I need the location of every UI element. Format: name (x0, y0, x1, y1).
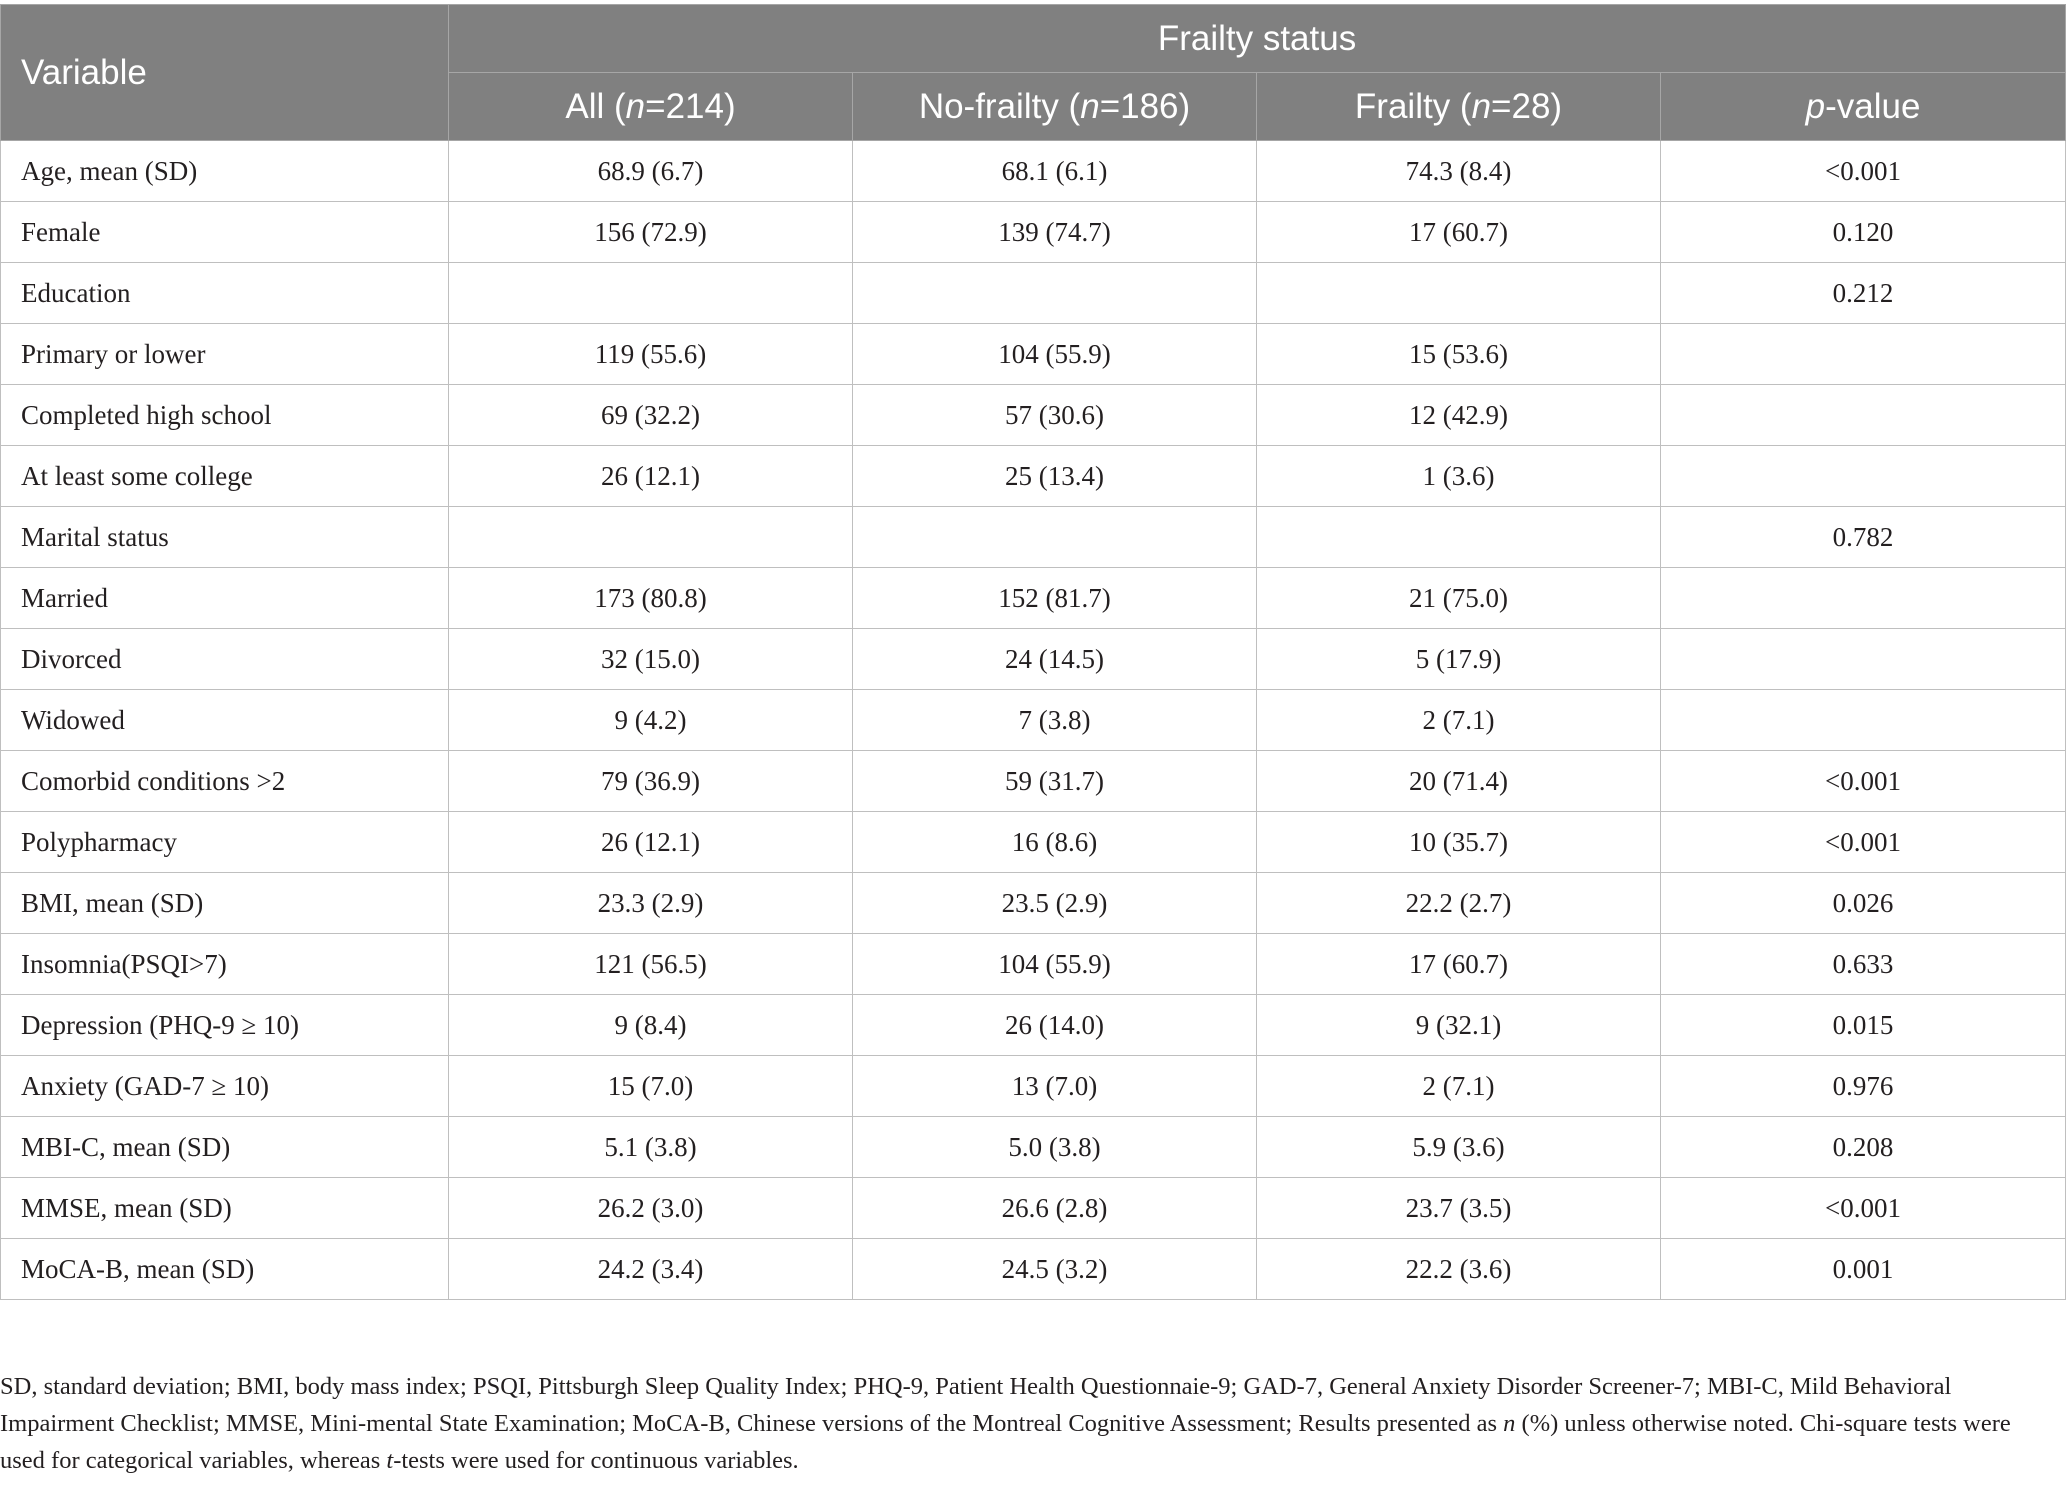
variable-cell: Female (1, 202, 449, 263)
table-row (1, 1056, 2066, 1117)
variable-cell: Insomnia(PSQI>7) (1, 934, 449, 995)
variable-cell: Widowed (1, 690, 449, 751)
p-value-cell: 0.120 (1661, 202, 2066, 263)
p-value-cell (1661, 446, 2066, 507)
p-value-cell (1661, 385, 2066, 446)
table-row (1, 812, 2066, 873)
p-value-cell (1661, 690, 2066, 751)
table-row (1, 446, 2066, 507)
footnote: SD, standard deviation; BMI, body mass index; PSQI, Pittsburgh Sleep Quality Index; PHQ-9, Patient Health Questionnaie-9; GAD-7, General Anxiety Disorder Screener-7; MBI-C, Mild Behavioral Impairment Checklist; MMSE, Mini-mental State Examination; MoCA-B, Chinese versions of the Montreal Cognitive Assessment; Results presented as n (%) unless otherwise noted. Chi-square tests were used for categorical variables, whereas t-tests were used for continuous variables. (0, 1373, 2011, 1474)
all-cell: 121 (56.5) (449, 934, 853, 995)
all-cell: 68.9 (6.7) (449, 141, 853, 202)
all-cell: 24.2 (3.4) (449, 1239, 853, 1300)
all-cell: 26.2 (3.0) (449, 1178, 853, 1239)
all-cell: 23.3 (2.9) (449, 873, 853, 934)
frailty-cell: 20 (71.4) (1257, 751, 1661, 812)
table-row (1, 324, 2066, 385)
p-value-cell: 0.015 (1661, 995, 2066, 1056)
p-value-cell: 0.026 (1661, 873, 2066, 934)
column-header-p-value: p-value (1661, 73, 2066, 141)
no-frailty-cell: 57 (30.6) (853, 385, 1257, 446)
frailty-cell (1257, 263, 1661, 324)
variable-cell: Completed high school (1, 385, 449, 446)
table-row (1, 629, 2066, 690)
no-frailty-cell (853, 507, 1257, 568)
p-value-cell: 0.208 (1661, 1117, 2066, 1178)
all-cell: 79 (36.9) (449, 751, 853, 812)
table-row (1, 385, 2066, 446)
p-value-cell: 0.001 (1661, 1239, 2066, 1300)
variable-cell: Anxiety (GAD-7 ≥ 10) (1, 1056, 449, 1117)
table-body (1, 141, 2066, 1300)
p-value-cell: <0.001 (1661, 812, 2066, 873)
variable-header: Variable (1, 5, 449, 141)
variable-cell: Marital status (1, 507, 449, 568)
no-frailty-cell: 13 (7.0) (853, 1056, 1257, 1117)
variable-cell: MoCA-B, mean (SD) (1, 1239, 449, 1300)
variable-cell: BMI, mean (SD) (1, 873, 449, 934)
all-cell: 9 (4.2) (449, 690, 853, 751)
variable-cell: At least some college (1, 446, 449, 507)
frailty-cell: 17 (60.7) (1257, 934, 1661, 995)
variable-cell: Polypharmacy (1, 812, 449, 873)
column-header-frailty: Frailty (n=28) (1257, 73, 1661, 141)
p-value-cell: 0.976 (1661, 1056, 2066, 1117)
all-cell: 5.1 (3.8) (449, 1117, 853, 1178)
all-cell: 26 (12.1) (449, 812, 853, 873)
no-frailty-cell (853, 263, 1257, 324)
variable-cell: Primary or lower (1, 324, 449, 385)
no-frailty-cell: 152 (81.7) (853, 568, 1257, 629)
p-value-cell: 0.212 (1661, 263, 2066, 324)
frailty-cell: 74.3 (8.4) (1257, 141, 1661, 202)
no-frailty-cell: 16 (8.6) (853, 812, 1257, 873)
all-cell: 156 (72.9) (449, 202, 853, 263)
variable-cell: Education (1, 263, 449, 324)
table-row (1, 1117, 2066, 1178)
p-value-cell: 0.782 (1661, 507, 2066, 568)
no-frailty-cell: 24 (14.5) (853, 629, 1257, 690)
all-cell: 15 (7.0) (449, 1056, 853, 1117)
frailty-cell: 15 (53.6) (1257, 324, 1661, 385)
all-cell: 9 (8.4) (449, 995, 853, 1056)
data-table (0, 4, 2066, 1300)
table-row (1, 751, 2066, 812)
no-frailty-cell: 26.6 (2.8) (853, 1178, 1257, 1239)
column-header-no-frailty: No-frailty (n=186) (853, 73, 1257, 141)
frailty-cell: 23.7 (3.5) (1257, 1178, 1661, 1239)
variable-cell: Married (1, 568, 449, 629)
p-value-cell (1661, 629, 2066, 690)
frailty-status-header: Frailty status (449, 5, 2066, 73)
variable-cell: MBI-C, mean (SD) (1, 1117, 449, 1178)
frailty-cell: 5 (17.9) (1257, 629, 1661, 690)
variable-cell: Comorbid conditions >2 (1, 751, 449, 812)
frailty-cell: 22.2 (2.7) (1257, 873, 1661, 934)
all-cell (449, 507, 853, 568)
no-frailty-cell: 5.0 (3.8) (853, 1117, 1257, 1178)
table-row (1, 934, 2066, 995)
frailty-cell: 22.2 (3.6) (1257, 1239, 1661, 1300)
table-row (1, 690, 2066, 751)
frailty-cell (1257, 507, 1661, 568)
table-row (1, 263, 2066, 324)
no-frailty-cell: 104 (55.9) (853, 324, 1257, 385)
all-cell: 173 (80.8) (449, 568, 853, 629)
column-header-all: All (n=214) (449, 73, 853, 141)
no-frailty-cell: 23.5 (2.9) (853, 873, 1257, 934)
no-frailty-cell: 26 (14.0) (853, 995, 1257, 1056)
all-cell: 32 (15.0) (449, 629, 853, 690)
frailty-cell: 2 (7.1) (1257, 1056, 1661, 1117)
frailty-cell: 9 (32.1) (1257, 995, 1661, 1056)
p-value-cell: <0.001 (1661, 141, 2066, 202)
variable-cell: Divorced (1, 629, 449, 690)
p-value-cell: <0.001 (1661, 1178, 2066, 1239)
all-cell: 69 (32.2) (449, 385, 853, 446)
table-row (1, 1239, 2066, 1300)
no-frailty-cell: 7 (3.8) (853, 690, 1257, 751)
variable-cell: Depression (PHQ-9 ≥ 10) (1, 995, 449, 1056)
table-row (1, 568, 2066, 629)
all-cell: 119 (55.6) (449, 324, 853, 385)
table-row (1, 141, 2066, 202)
all-cell: 26 (12.1) (449, 446, 853, 507)
no-frailty-cell: 104 (55.9) (853, 934, 1257, 995)
all-cell (449, 263, 853, 324)
p-value-cell (1661, 568, 2066, 629)
no-frailty-cell: 24.5 (3.2) (853, 1239, 1257, 1300)
no-frailty-cell: 25 (13.4) (853, 446, 1257, 507)
frailty-cell: 10 (35.7) (1257, 812, 1661, 873)
no-frailty-cell: 139 (74.7) (853, 202, 1257, 263)
frailty-cell: 21 (75.0) (1257, 568, 1661, 629)
frailty-cell: 17 (60.7) (1257, 202, 1661, 263)
table-row (1, 202, 2066, 263)
p-value-cell: <0.001 (1661, 751, 2066, 812)
variable-cell: Age, mean (SD) (1, 141, 449, 202)
table-header (1, 5, 2066, 141)
frailty-cell: 1 (3.6) (1257, 446, 1661, 507)
table-row (1, 1178, 2066, 1239)
variable-cell: MMSE, mean (SD) (1, 1178, 449, 1239)
table-row (1, 995, 2066, 1056)
no-frailty-cell: 68.1 (6.1) (853, 141, 1257, 202)
table-row (1, 873, 2066, 934)
table-row (1, 507, 2066, 568)
no-frailty-cell: 59 (31.7) (853, 751, 1257, 812)
p-value-cell: 0.633 (1661, 934, 2066, 995)
p-value-cell (1661, 324, 2066, 385)
frailty-cell: 12 (42.9) (1257, 385, 1661, 446)
frailty-cell: 2 (7.1) (1257, 690, 1661, 751)
frailty-cell: 5.9 (3.6) (1257, 1117, 1661, 1178)
